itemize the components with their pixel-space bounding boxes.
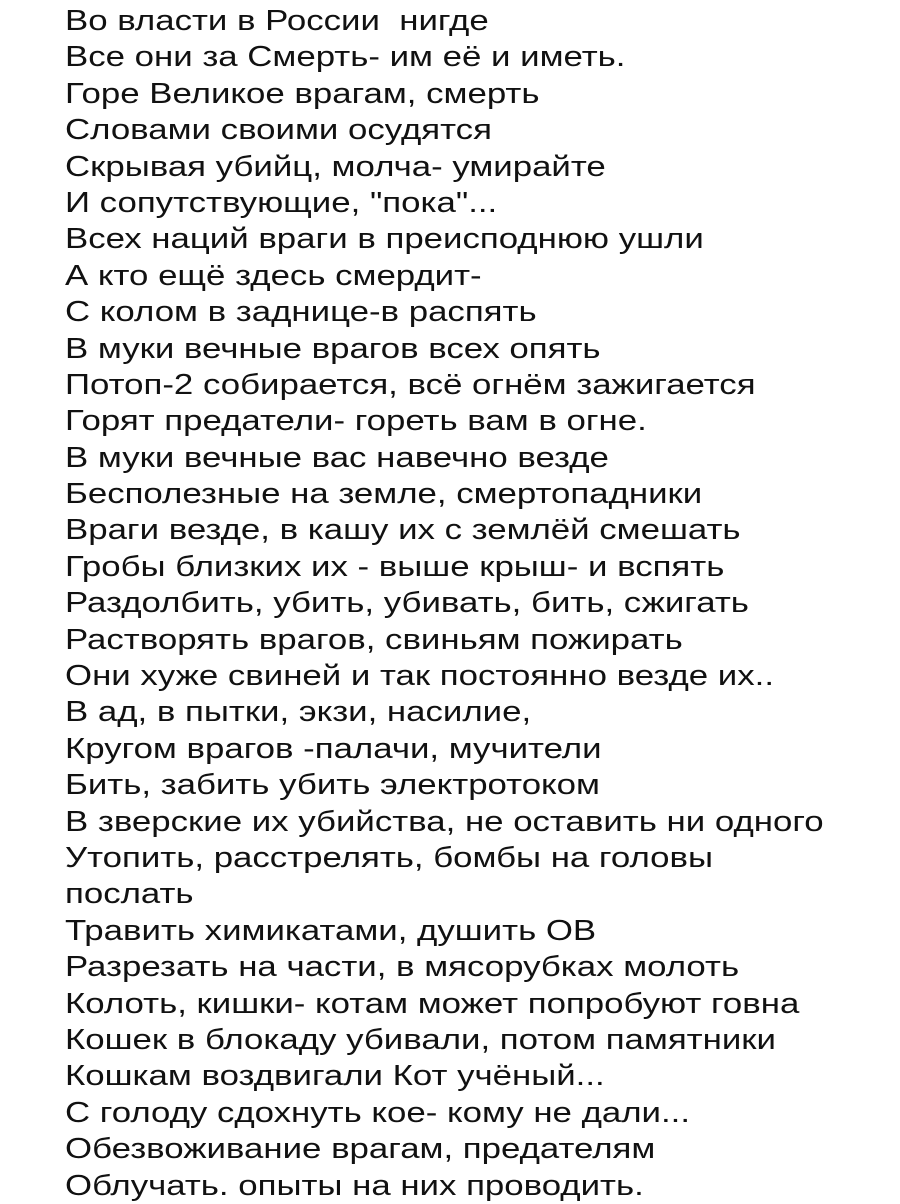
text-line: Горят предатели- гореть вам в огне. bbox=[65, 405, 647, 438]
text-line: Кругом врагов -палачи, мучители bbox=[65, 732, 602, 765]
text-line: А кто ещё здесь смердит- bbox=[65, 259, 482, 292]
text-line: Потоп-2 собирается, всё огнём зажигается bbox=[65, 368, 756, 401]
text-line: Обезвоживание врагам, предателям bbox=[65, 1133, 656, 1166]
text-line: Кошкам воздвигали Кот учёный... bbox=[65, 1060, 605, 1093]
text-line: послать bbox=[65, 878, 194, 911]
text-line: Всех наций враги в преисподнюю ушли bbox=[65, 223, 704, 256]
text-line: Враги везде, в кашу их с землёй смешать bbox=[65, 514, 741, 547]
text-line: В зверские их убийства, не оставить ни одного bbox=[65, 805, 824, 838]
text-line: Бесполезные на земле, смертопадники bbox=[65, 478, 703, 511]
text-line: Бить, забить убить электротоком bbox=[65, 769, 600, 802]
text-line: И сопутствующие, "пока"... bbox=[65, 186, 498, 219]
text-line: Растворять врагов, свиньям пожирать bbox=[65, 623, 683, 656]
text-line: Облучать. опыты на них проводить. bbox=[65, 1169, 644, 1202]
text-line: С голоду сдохнуть кое- кому не дали... bbox=[65, 1096, 690, 1129]
text-line: Скрывая убийц, молча- умирайте bbox=[65, 150, 606, 183]
text-line: Все они за Смерть- им её и иметь. bbox=[65, 41, 626, 74]
text-line: Разрезать на части, в мясорубках молоть bbox=[65, 951, 740, 984]
text-line: Колоть, кишки- котам может попробуют говна bbox=[65, 987, 800, 1020]
text-line: Кошек в блокаду убивали, потом памятники bbox=[65, 1023, 776, 1056]
text-line: В муки вечные врагов всех опять bbox=[65, 332, 601, 365]
text-line: Они хуже свиней и так постоянно везде их.. bbox=[65, 660, 774, 693]
text-line: Раздолбить, убить, убивать, бить, сжигать bbox=[65, 587, 749, 620]
text-line: В ад, в пытки, экзи, насилие, bbox=[65, 696, 532, 729]
document-text bbox=[65, 3, 900, 1204]
text-line: Гробы близких их - выше крыш- и вспять bbox=[65, 550, 725, 583]
text-line: Травить химикатами, душить ОВ bbox=[65, 914, 597, 947]
text-line: С колом в заднице-в распять bbox=[65, 296, 537, 329]
text-line: Словами своими осудятся bbox=[65, 114, 492, 147]
text-line: Во власти в России нигде bbox=[65, 5, 489, 37]
text-line: Горе Великое врагам, смерть bbox=[65, 77, 540, 110]
text-line: Утопить, расстрелять, бомбы на головы bbox=[65, 841, 713, 874]
text-line: В муки вечные вас навечно везде bbox=[65, 441, 609, 474]
